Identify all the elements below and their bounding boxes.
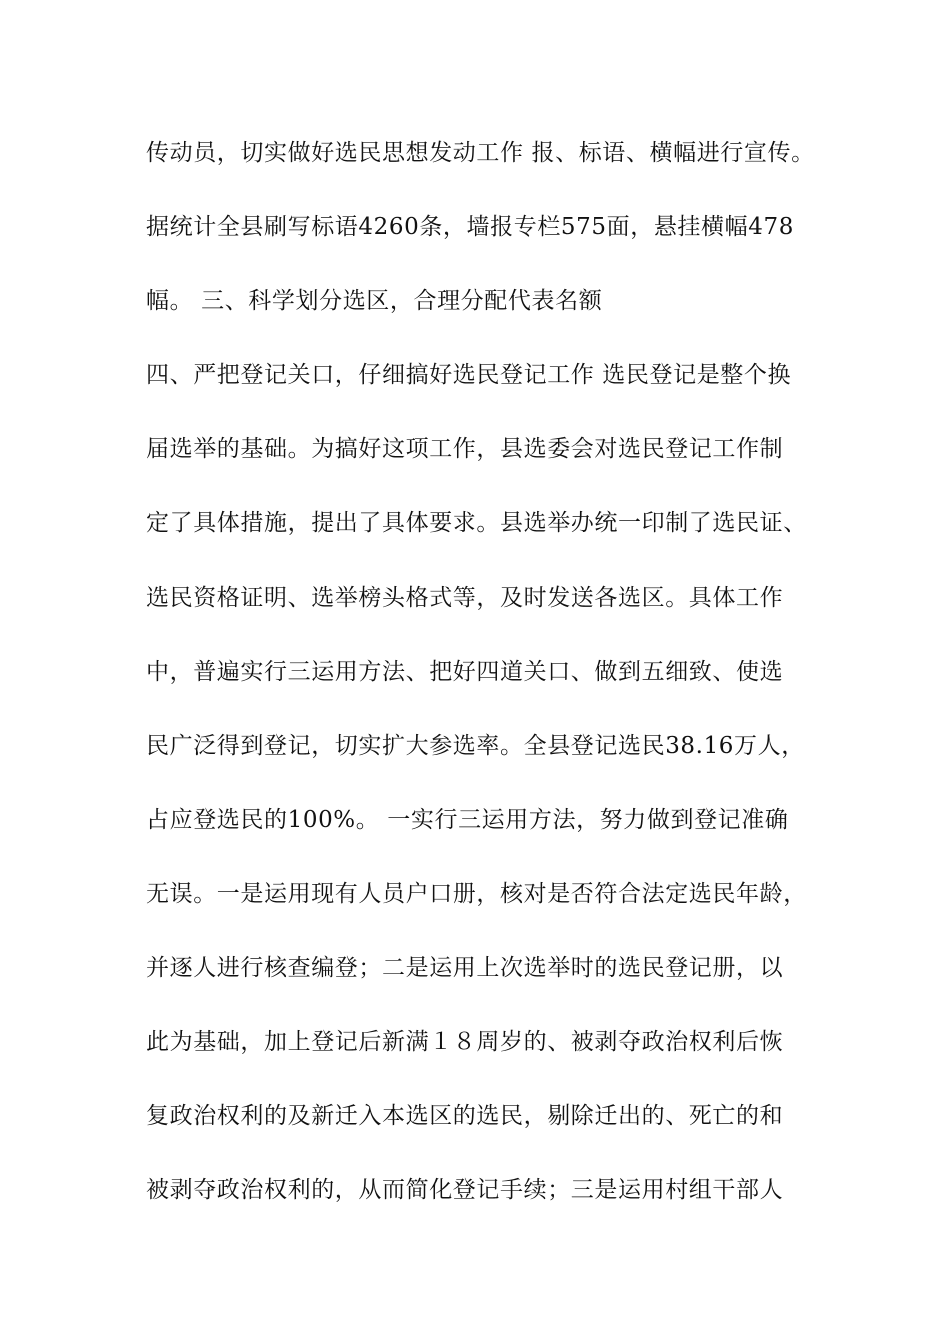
text-line: 幅。 三、科学划分选区，合理分配代表名额 (146, 288, 603, 315)
text-line: 无误。一是运用现有人员户口册，核对是否符合法定选民年龄， (146, 880, 807, 907)
text-line: 四、严把登记关口，仔细搞好选民登记工作 选民登记是整个换 (146, 362, 792, 389)
text-line: 占应登选民的100%。 一实行三运用方法，努力做到登记准确 (146, 806, 789, 833)
text-line: 此为基础，加上登记后新满１８周岁的、被剥夺政治权利后恢 (146, 1029, 784, 1056)
text-line: 民广泛得到登记，切实扩大参选率。全县登记选民38.16万人， (146, 732, 805, 759)
text-line: 并逐人进行核查编登；二是运用上次选举时的选民登记册，以 (146, 955, 784, 982)
text-line: 被剥夺政治权利的，从而简化登记手续；三是运用村组干部人 (146, 1177, 784, 1204)
text-line: 定了具体措施，提出了具体要求。县选举办统一印制了选民证、 (146, 510, 807, 537)
body-text (146, 130, 836, 1241)
text-line: 传动员，切实做好选民思想发动工作 报、标语、横幅进行宣传。 (146, 140, 815, 166)
text-line: 届选举的基础。为搞好这项工作，县选委会对选民登记工作制 (146, 436, 784, 463)
text-line: 复政治权利的及新迁入本选区的选民，剔除迁出的、死亡的和 (146, 1103, 784, 1130)
text-line: 中，普遍实行三运用方法、把好四道关口、做到五细致、使选 (146, 658, 784, 685)
text-line: 选民资格证明、选举榜头格式等，及时发送各选区。具体工作 (146, 584, 784, 611)
text-line: 据统计全县刷写标语4260条，墙报专栏575面，悬挂横幅478 (146, 214, 794, 241)
